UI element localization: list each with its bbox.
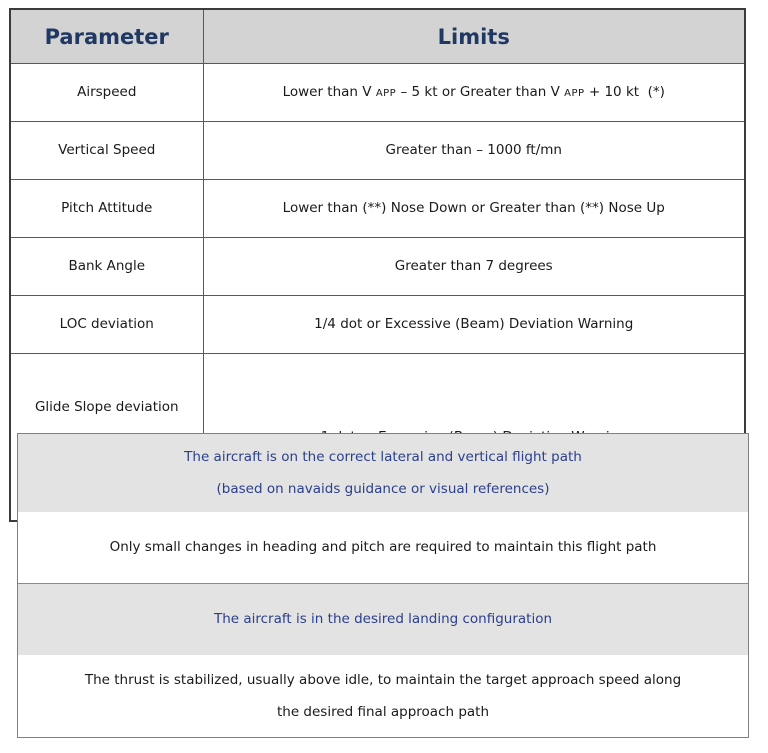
parameter-cell: LOC deviation bbox=[10, 296, 203, 354]
parameter-line-1: Glide Slope deviation bbox=[34, 398, 179, 415]
parameter-cell: Pitch Attitude bbox=[10, 180, 203, 238]
table-row-bank-angle bbox=[10, 238, 745, 296]
criteria-line: (based on navaids guidance or visual references) bbox=[216, 480, 550, 497]
criteria-row-thrust-stabilized bbox=[18, 655, 748, 737]
col-header-limits: Limits bbox=[203, 9, 745, 64]
limit-cell: Lower than (**) Nose Down or Greater than (**) Nose Up bbox=[203, 180, 745, 238]
limit-cell: Greater than 7 degrees bbox=[203, 238, 745, 296]
limit-cell bbox=[203, 64, 745, 122]
vapp-subscript: APP bbox=[564, 88, 585, 100]
parameter-cell: Bank Angle bbox=[10, 238, 203, 296]
table-row-airspeed bbox=[10, 64, 745, 122]
criteria-line: the desired final approach path bbox=[276, 703, 490, 720]
parameter-cell: Airspeed bbox=[10, 64, 203, 122]
limit-cell: Greater than – 1000 ft/mn bbox=[203, 122, 745, 180]
criteria-row-small-changes bbox=[18, 512, 748, 583]
limit-text: – 5 kt or Greater than V bbox=[396, 84, 565, 101]
limit-text: Lower than V bbox=[282, 84, 376, 101]
limit-cell: 1/4 dot or Excessive (Beam) Deviation Warning bbox=[203, 296, 745, 354]
col-header-parameter: Parameter bbox=[10, 9, 203, 64]
parameter-cell: Vertical Speed bbox=[10, 122, 203, 180]
table-row-loc-deviation bbox=[10, 296, 745, 354]
criteria-row-flight-path bbox=[18, 434, 748, 512]
criteria-line: The aircraft is on the correct lateral and vertical flight path bbox=[184, 448, 582, 465]
vapp-subscript: APP bbox=[375, 88, 397, 100]
criteria-line: The thrust is stabilized, usually above idle, to maintain the target approach speed along bbox=[84, 671, 682, 688]
table-row-pitch-attitude bbox=[10, 180, 745, 238]
limit-text: + 10 kt (*) bbox=[584, 84, 665, 101]
criteria-line: The aircraft is in the desired landing configuration bbox=[213, 611, 553, 627]
table-row-vertical-speed bbox=[10, 122, 745, 180]
table-header-row bbox=[10, 9, 745, 64]
stabilized-criteria-table bbox=[17, 433, 749, 738]
criteria-row-landing-configuration bbox=[18, 583, 748, 655]
criteria-line: Only small changes in heading and pitch are required to maintain this flight path bbox=[109, 539, 657, 555]
